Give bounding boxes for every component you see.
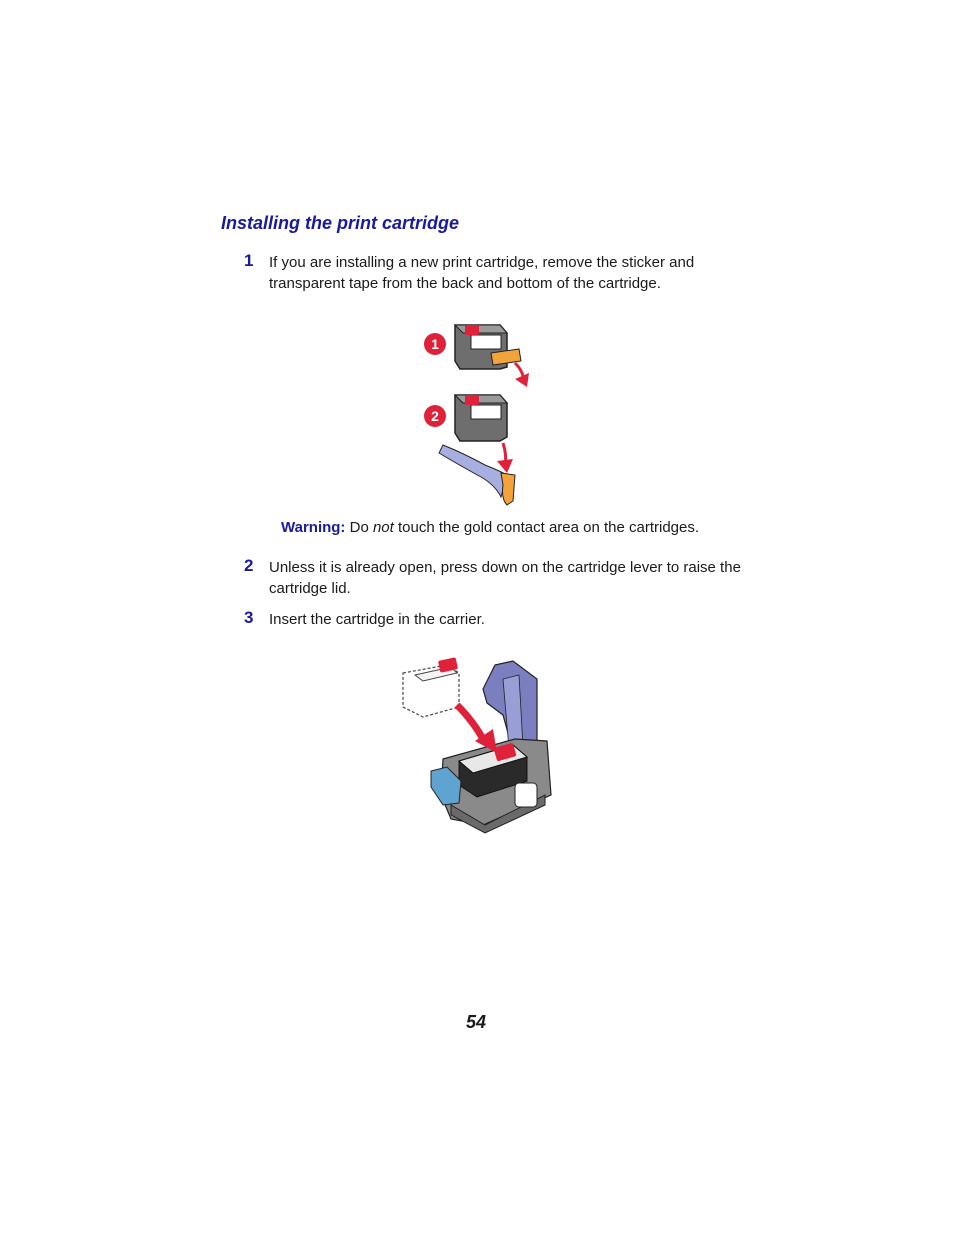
callout-2-label: 2 <box>431 408 439 424</box>
step-number-1: 1 <box>244 251 254 270</box>
cartridge-icon-1 <box>455 325 521 369</box>
page-number: 54 <box>466 1012 487 1032</box>
warning-emphasis: not <box>372 519 394 536</box>
warning-label: Warning: <box>281 519 346 536</box>
warning-note <box>281 519 699 536</box>
warning-text-after: touch the gold contact area on the cartridges. <box>398 519 700 536</box>
cartridge-icon-2 <box>455 395 507 441</box>
warning-text-before: Do <box>349 519 369 536</box>
step-text-1: If you are installing a new print cartridge, remove the sticker and transparent tape from the back and bottom of the cartridge. <box>269 254 695 292</box>
callout-1-label: 1 <box>431 336 439 352</box>
tape-strip-icon <box>439 445 507 497</box>
step-text-3: Insert the cartridge in the carrier. <box>269 611 485 628</box>
carrier-latch-icon <box>515 783 537 807</box>
cartridge-outline-icon <box>403 657 459 717</box>
step-number-2: 2 <box>244 556 254 575</box>
cartridge-insertion-illustration <box>395 655 560 835</box>
sticker-removal-illustration <box>415 315 540 510</box>
step-text-2: Unless it is already open, press down on the cartridge lever to raise the cartridge lid. <box>269 559 741 597</box>
section-heading: Installing the print cartridge <box>221 213 460 233</box>
step-number-3: 3 <box>244 608 254 627</box>
